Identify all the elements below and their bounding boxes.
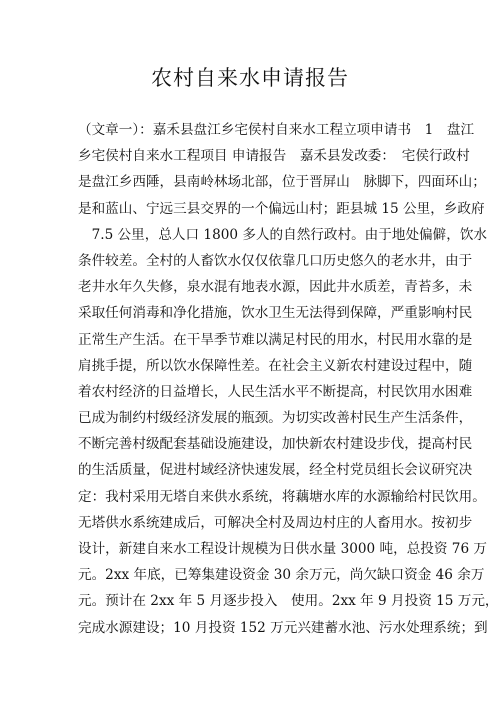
- body-line: 设计，新建自来水工程设计规模为日供水量 3000 吨，总投资 76 万: [78, 541, 488, 557]
- body-line: 7.5 公里，总人口 1800 多人的自然行政村。由于地处偏僻，饮水: [78, 226, 488, 243]
- body-line: 元。预计在 2xx 年 5 月逐步投入 使用。2xx 年 9 月投资 15 万元，: [78, 593, 499, 610]
- body-line: 定：我村采用无塔自来供水系统，将藕塘水库的水源输给村民饮用。: [78, 488, 486, 505]
- body-line: 的生活质量，促进村域经济快速发展，经全村党员组长会议研究决: [78, 462, 473, 479]
- body-line: 完成水源建设；10 月投资 152 万元兴建蓄水池、污水处理系统；到: [78, 619, 488, 636]
- body-line: 是和蓝山、宁远三县交界的一个偏远山村；距县城 15 公里，乡政府: [78, 200, 485, 217]
- document-title: 农村自来水申请报告: [151, 66, 349, 90]
- body-line: 已成为制约村级经济发展的瓶颈。为切实改善村民生产生活条件，: [78, 410, 473, 427]
- body-line: （文章一）：嘉禾县盘江乡宅侯村自来水工程立项申请书 1 盘江: [78, 122, 475, 138]
- body-line: 元。2xx 年底，已筹集建设资金 30 余万元，尚欠缺口资金 46 余万: [78, 567, 485, 584]
- body-line: 条件较差。全村的人畜饮水仅仅依靠几口历史悠久的老水井，由于: [78, 252, 473, 269]
- body-line: 肩挑手提，所以饮水保障性差。在社会主义新农村建设过程中，随: [78, 357, 473, 374]
- body-line: 采取任何消毒和净化措施，饮水卫生无法得到保障，严重影响村民: [78, 305, 473, 322]
- body-line: 无塔供水系统建成后，可解决全村及周边村庄的人畜用水。按初步: [78, 514, 473, 531]
- body-line: 着农村经济的日益增长，人民生活水平不断提高，村民饮用水困难: [78, 383, 473, 400]
- body-line: 老井水年久失修，泉水混有地表水源，因此井水质差，青苔多，未: [78, 279, 473, 296]
- body-line: 乡宅侯村自来水工程项目 申请报告 嘉禾县发改委： 宅侯行政村: [78, 148, 470, 165]
- document-body: [78, 117, 499, 641]
- body-line: 正常生产生活。在干旱季节难以满足村民的用水，村民用水靠的是: [78, 331, 473, 348]
- body-line: 是盘江乡西陲，县南岭林场北部，位于晋屏山 脉脚下，四面环山；: [78, 174, 486, 191]
- body-line: 不断完善村级配套基础设施建设，加快新农村建设步伐，提高村民: [78, 436, 473, 453]
